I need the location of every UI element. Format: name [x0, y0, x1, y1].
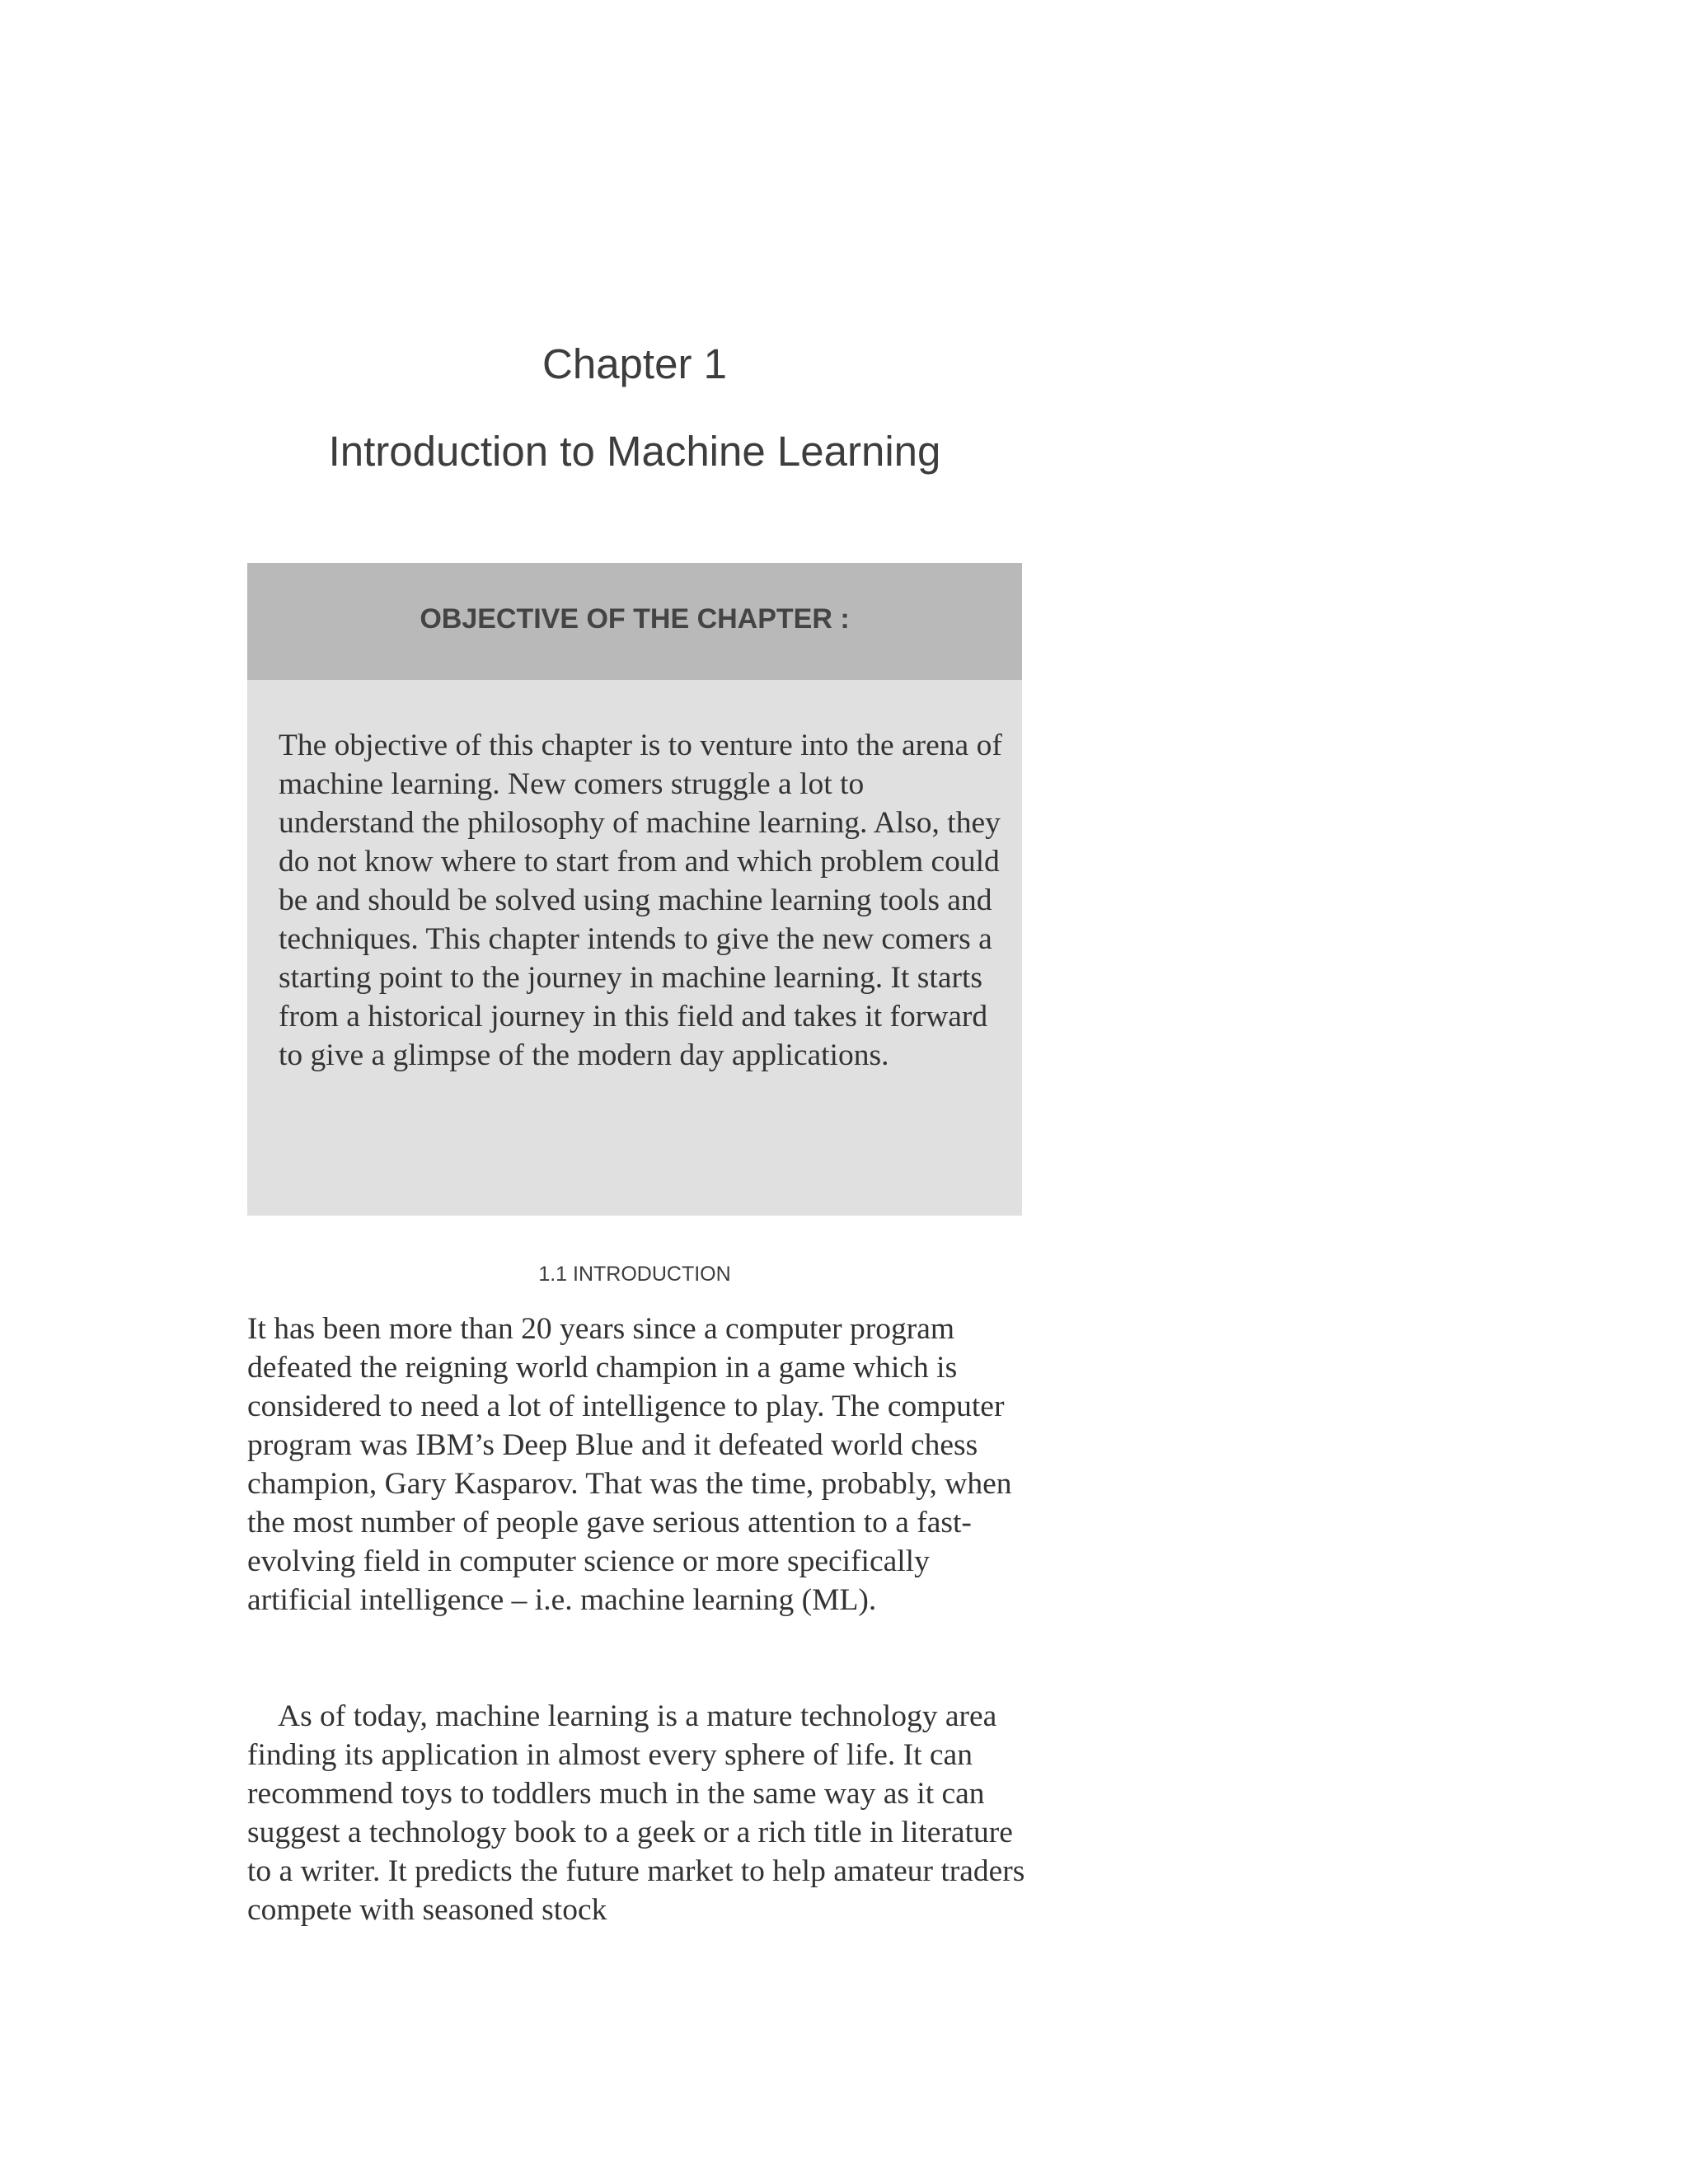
- objective-header-band: [247, 563, 1022, 680]
- chapter-number: Chapter 1: [542, 340, 727, 387]
- section-heading: 1.1 INTRODUCTION: [538, 1263, 731, 1286]
- objective-heading: OBJECTIVE OF THE CHAPTER :: [420, 603, 850, 635]
- body-paragraph: It has been more than 20 years since a computer program defeated the reigning world champion in a game which is considered to need a lot of intelligence to play. The computer program was IBM’s Deep Blue and it defeated world chess champion, Gary Kasparov. That was the time, probably, when the most number of people gave serious attention to a fast-evolving field in computer science or more specifically artificial intelligence – i.e. machine learning (ML).: [247, 1312, 1012, 1617]
- objective-text: The objective of this chapter is to venture into the arena of machine learning. New comers struggle a lot to understand the philosophy of machine learning. Also, they do not know where to start from and which problem could be and should be solved using machine learning tools and techniques. This chapter intends to give the new comers a starting point to the journey in machine learning. It starts from a historical journey in this field and takes it forward to give a glimpse of the modern day applications.: [279, 729, 1002, 1072]
- objective-box: [247, 563, 1022, 1216]
- body-paragraph: As of today, machine learning is a mature technology area finding its application in almost every sphere of life. It can recommend toys to toddlers much in the same way as it can suggest a technology book to a geek or a rich title in literature to a writer. It predicts the future market to help amateur traders compete with seasoned stock: [247, 1699, 1025, 1927]
- chapter-title: Introduction to Machine Learning: [328, 428, 941, 475]
